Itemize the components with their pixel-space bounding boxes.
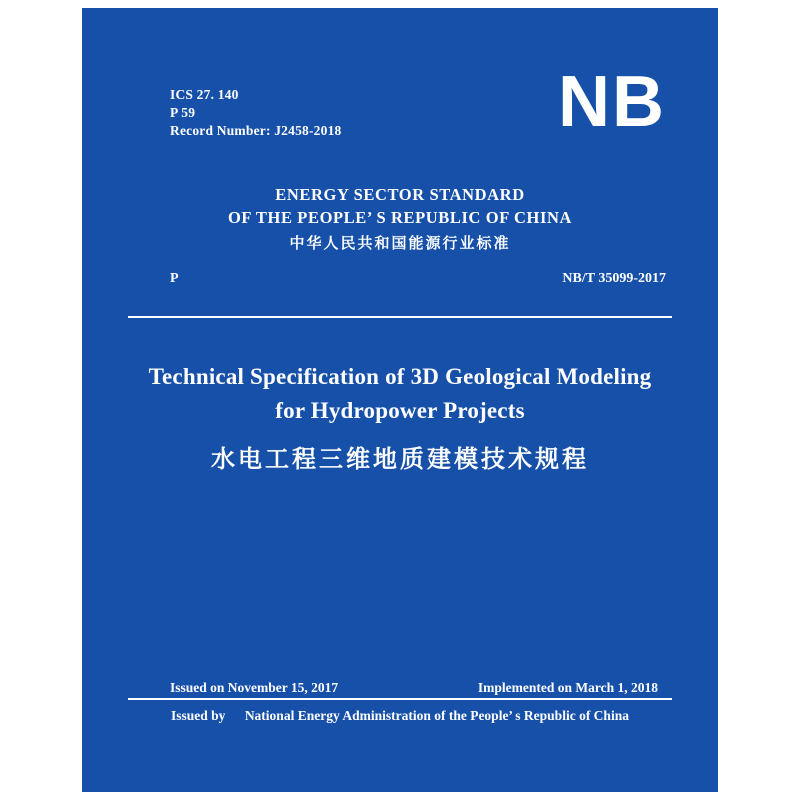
title-english-line-2: for Hydropower Projects [275, 398, 525, 423]
issuer-row [82, 708, 718, 724]
divider-top [128, 316, 672, 318]
classification-code: P 59 [170, 105, 196, 120]
organization-line-chinese: 中华人民共和国能源行业标准 [289, 234, 511, 252]
organization-block [82, 183, 718, 257]
title-english-line-1: Technical Specification of 3D Geological Modeling [148, 364, 652, 389]
organization-line-2: OF THE PEOPLE’ S REPUBLIC OF CHINA [227, 208, 573, 227]
identification-block [170, 86, 341, 140]
title-chinese: 水电工程三维地质建模技术规程 [211, 445, 589, 473]
nb-logo: NB [558, 62, 666, 142]
title-block [122, 360, 678, 482]
category-letter: P [170, 271, 179, 286]
issuer-label: Issued by [171, 708, 226, 723]
issued-date: Issued on November 15, 2017 [170, 680, 339, 695]
issuer-name: National Energy Administration of the People’ s Republic of China [244, 708, 629, 723]
standard-cover [82, 8, 718, 792]
standard-number: NB/T 35099-2017 [562, 271, 666, 286]
ics-number: ICS 27. 140 [170, 87, 239, 102]
code-row [170, 271, 666, 287]
dates-row [170, 680, 658, 696]
organization-line-1: ENERGY SECTOR STANDARD [275, 185, 525, 204]
implemented-date: Implemented on March 1, 2018 [477, 680, 658, 695]
record-number: Record Number: J2458-2018 [170, 123, 342, 138]
divider-bottom [128, 698, 672, 700]
